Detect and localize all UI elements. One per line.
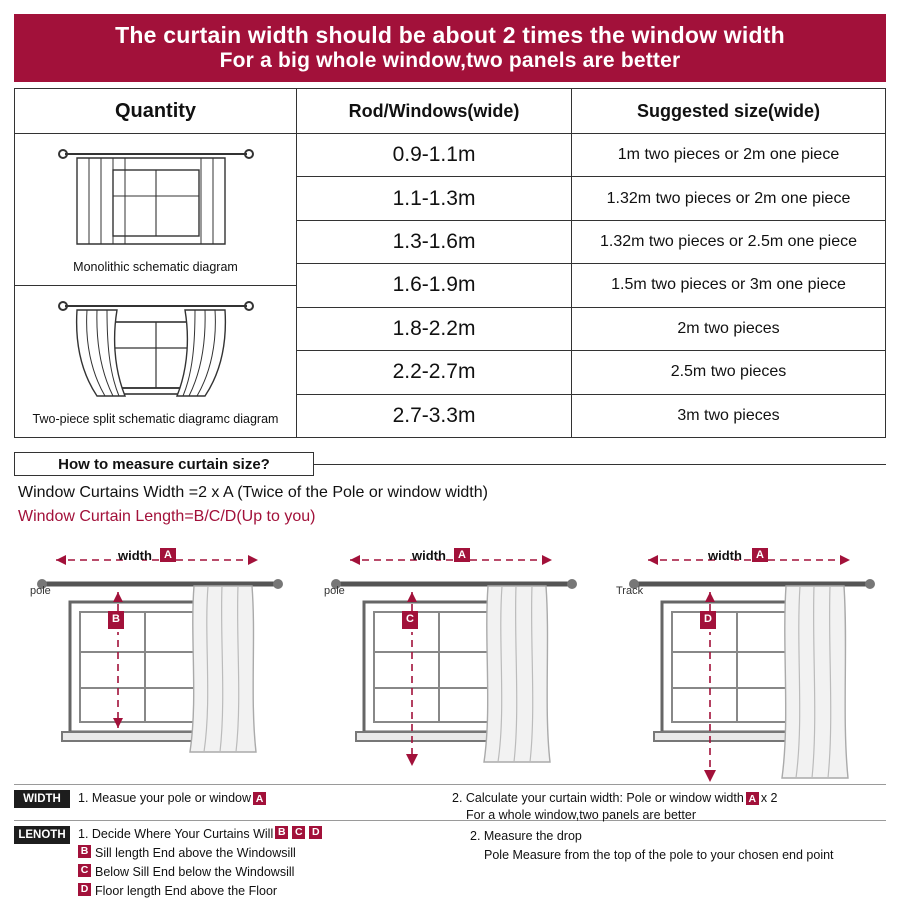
mount-label-1: pole (30, 585, 51, 597)
drop-tag-1: B (108, 611, 124, 629)
tag-c: C (78, 864, 91, 877)
diagram-pole-sill (8, 538, 302, 788)
length-item-d: Floor length End above the Floor (95, 883, 278, 898)
tag-c-inline: C (292, 826, 305, 839)
length-item-c: Below Sill End below the Windowsill (95, 864, 295, 879)
drop-tag-2: C (402, 611, 418, 629)
table-row: 2m two pieces (572, 307, 885, 350)
width-tag-2: A (454, 548, 470, 562)
width-tag-1: A (160, 548, 176, 562)
table-row: 0.9-1.1m (392, 143, 476, 167)
width-tag-3: A (752, 548, 768, 562)
quantity-caption-split: Two-piece split schematic diagramc diagram (32, 412, 279, 426)
measure-diagrams (8, 538, 892, 788)
single-panel-window-diagram (51, 140, 261, 258)
mount-label-2: pole (324, 585, 345, 597)
tag-b: B (78, 845, 91, 858)
length-item-b: Sill length End above the Windowsill (95, 845, 296, 860)
diagram-pole-below-sill (302, 538, 596, 788)
table-row: 1.32m two pieces or 2m one piece (572, 176, 885, 219)
table-row: 2.7-3.3m (297, 394, 571, 437)
formula-width: Window Curtains Width =2 x A (Twice of the Pole or window width) (18, 484, 488, 501)
tag-a-inline-2: A (746, 792, 759, 805)
width-step-1: 1. Measue your pole or window (78, 791, 252, 805)
table-row: 1.5m two pieces or 3m one piece (572, 263, 885, 306)
length-step-2-sub: Pole Measure from the top of the pole to your chosen end point (484, 847, 834, 862)
window-measure-svg-d (596, 538, 890, 788)
width-step-2-sub: For a whole window,two panels are better (466, 807, 696, 822)
quantity-header: Quantity (15, 89, 296, 134)
mount-label-3: Track (616, 585, 644, 597)
table-row: 1m two pieces or 2m one piece (617, 146, 840, 164)
quantity-column (15, 89, 297, 437)
table-row: 1.3-1.6m (297, 220, 571, 263)
drop-tag-3: D (700, 611, 716, 629)
width-section-tag: WIDTH (14, 790, 70, 808)
formula-length: Window Curtain Length=B/C/D(Up to you) (18, 508, 316, 525)
tag-a-inline: A (253, 792, 266, 805)
quantity-cell-split (15, 285, 296, 437)
width-label-3: width (708, 548, 742, 563)
tag-d: D (78, 883, 91, 896)
table-row: 1.32m two pieces or 2.5m one piece (572, 220, 885, 263)
width-label-2: width (412, 548, 446, 563)
table-row: 1.8-2.2m (297, 307, 571, 350)
size-table (14, 88, 886, 438)
banner-line-2: For a big whole window,two panels are better (219, 49, 681, 73)
diagram-track-floor (596, 538, 890, 788)
table-row: 3m two pieces (572, 394, 885, 437)
rod-header: Rod/Windows(wide) (297, 89, 571, 134)
banner-line-1: The curtain width should be about 2 times the window width (115, 21, 785, 48)
width-step-2: 2. Calculate your curtain width: Pole or window width (452, 791, 744, 805)
window-measure-svg-c (302, 538, 596, 788)
split-panel-window-diagram (51, 292, 261, 410)
table-row: 2.5m two pieces (572, 350, 885, 393)
tag-b-inline: B (275, 826, 288, 839)
table-row: 2.2-2.7m (297, 350, 571, 393)
header-banner (14, 14, 886, 82)
width-label-1: width (118, 548, 152, 563)
rod-column (297, 89, 572, 437)
suggested-column (572, 89, 885, 437)
howto-title: How to measure curtain size? (14, 452, 314, 476)
quantity-cell-single (15, 134, 296, 285)
length-step-1: 1. Decide Where Your Curtains Will (78, 827, 274, 841)
table-row: 1.6-1.9m (297, 263, 571, 306)
length-section-tag: LENOTH (14, 826, 70, 844)
window-measure-svg-b (8, 538, 302, 788)
width-step-2-mult: x 2 (760, 791, 778, 805)
quantity-caption-single: Monolithic schematic diagram (73, 260, 238, 274)
length-step-2: 2. Measure the drop (470, 829, 582, 843)
table-row: 1.1-1.3m (297, 176, 571, 219)
suggested-header: Suggested size(wide) (572, 89, 885, 134)
legend-divider-1 (14, 784, 886, 785)
tag-d-inline: D (309, 826, 322, 839)
